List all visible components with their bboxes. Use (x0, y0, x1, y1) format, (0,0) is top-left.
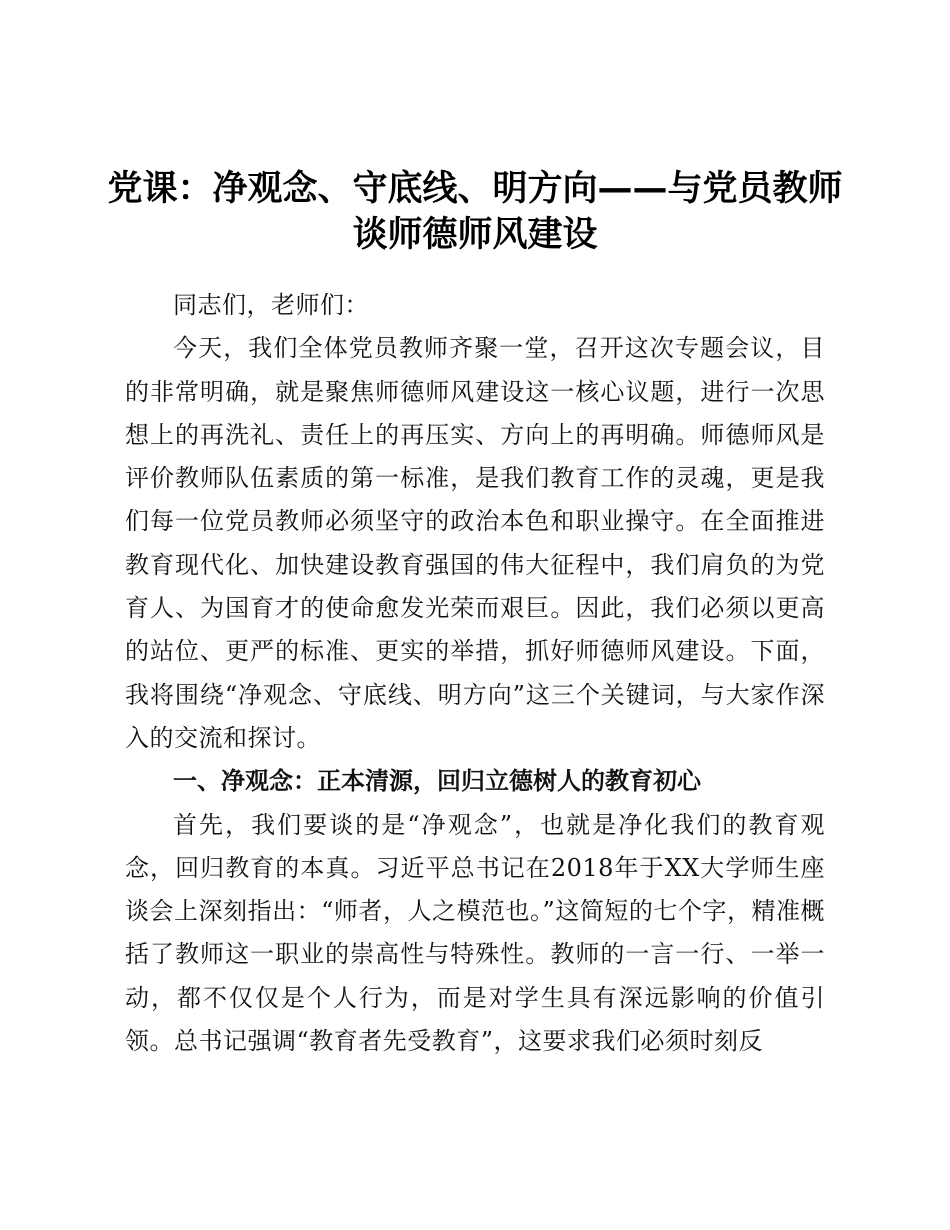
salutation: 同志们，老师们： (173, 291, 369, 319)
document-title: 党课：净观念、守底线、明方向——与党员教师谈师德师风建设 (107, 169, 843, 255)
paragraph-section-1: 首先，我们要谈的是“净观念”，也就是净化我们的教育观念，回归教育的本真。习近平总书记在2018年于XX大学师生座谈会上深刻指出：“师者，人之模范也。”这简短的七个字，精准概括了教师这一职业的崇高性与特殊性。教师的一言一行、一举一动，都不仅仅是个人行为，而是对学生具有深远影响的价值引领。总书记强调“教育者先受教育”，这要求我们必须时刻反 (125, 810, 825, 1056)
document-body (125, 284, 825, 1063)
section-heading-1: 一、净观念：正本清源，回归立德树人的教育初心 (173, 767, 701, 796)
paragraph-intro: 今天，我们全体党员教师齐聚一堂，召开这次专题会议，目的非常明确，就是聚焦师德师风建设这一核心议题，进行一次思想上的再洗礼、责任上的再压实、方向上的再明确。师德师风是评价教师队伍素质的第一标准，是我们教育工作的灵魂，更是我们每一位党员教师必须坚守的政治本色和职业操守。在全面推进教育现代化、加快建设教育强国的伟大征程中，我们肩负的为党育人、为国育才的使命愈发光荣而艰巨。因此，我们必须以更高的站位、更严的标准、更实的举措，抓好师德师风建设。下面，我将围绕“净观念、守底线、明方向”这三个关键词，与大家作深入的交流和探讨。 (125, 334, 825, 752)
